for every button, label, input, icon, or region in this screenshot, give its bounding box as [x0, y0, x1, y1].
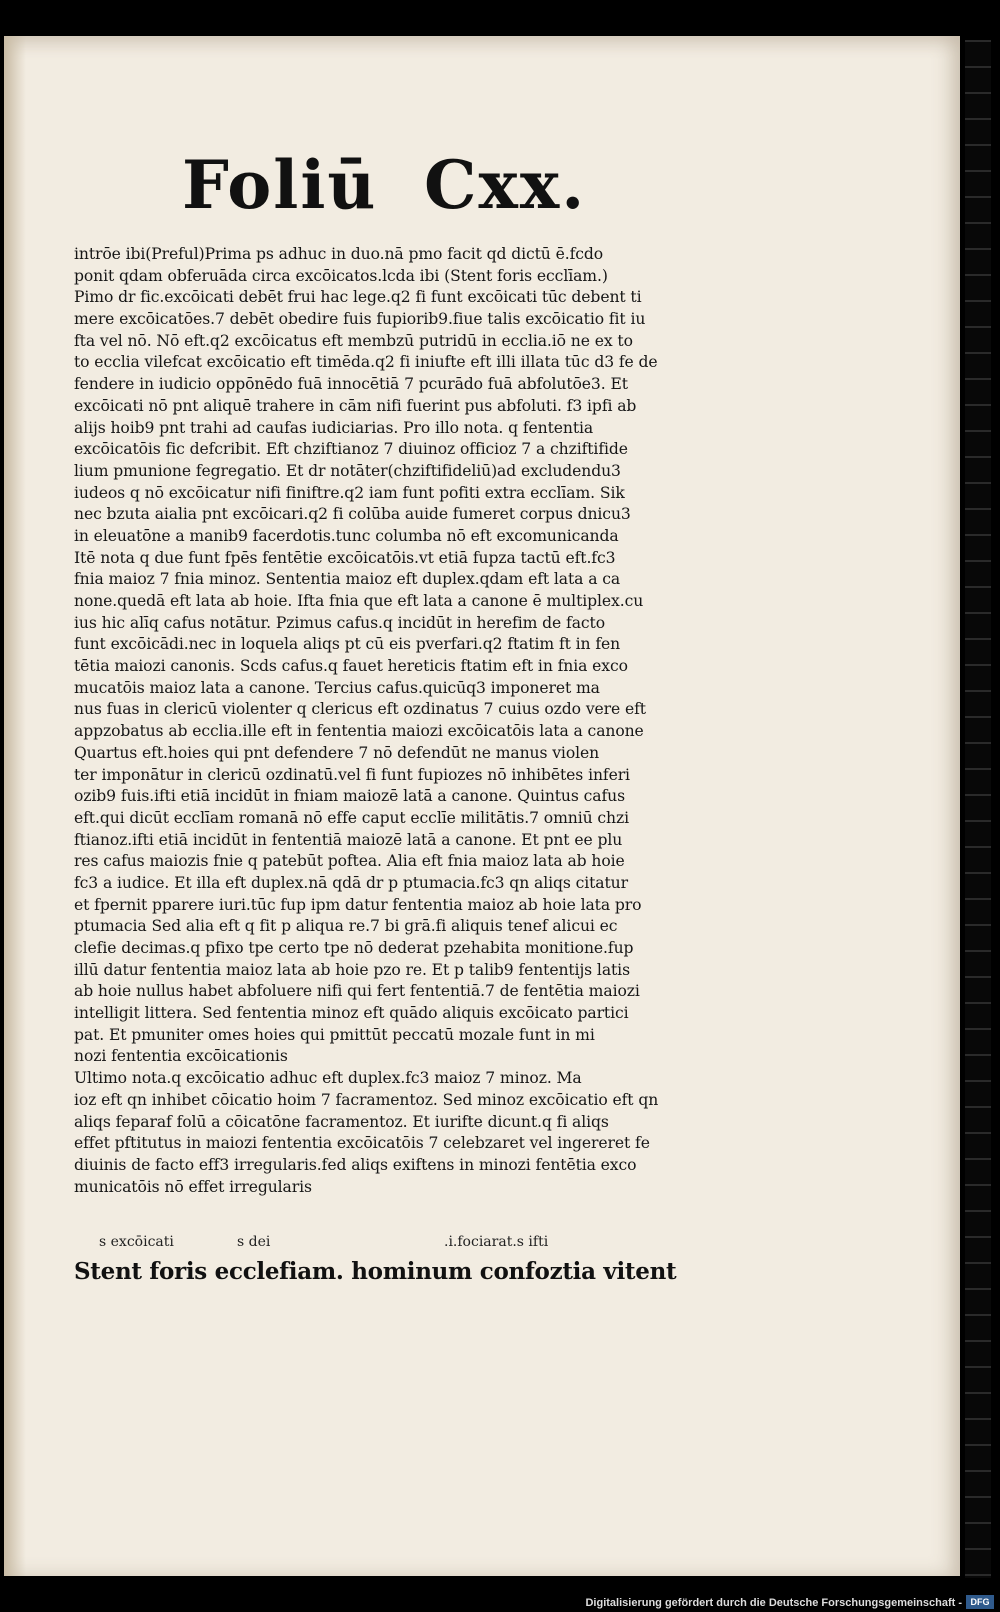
color-ruler — [965, 40, 991, 1580]
text-line: illū datur fententia maioz lata ab hoie pzo re. Et p talib9 fententijs latis — [74, 960, 630, 979]
text-line: fc3 a iudice. Et illa eft duplex.nā qdā dr p ptumacia.fc3 qn aliqs citatur — [74, 873, 628, 892]
text-line: res cafus maiozis fnie q patebūt poftea. Alia eft fnia maioz lata ab hoie — [74, 852, 625, 871]
funding-credit: Digitalisierung gefördert durch die Deutsche Forschungsgemeinschaft - — [585, 1597, 962, 1609]
dfg-logo: DFG — [966, 1595, 994, 1609]
text-line: lium pmunione fegregatio. Et dr notāter(chziftifideliū)ad excludendu3 — [74, 461, 621, 480]
gloss-note: .i.fociarat.s ifti — [444, 1234, 549, 1250]
text-line: alijs hoib9 pnt trahi ad caufas iudiciarias. Pro illo nota. q fententia — [74, 418, 594, 437]
text-line: Itē nota q due funt fpēs fentētie excōicatōis.vt etiā fupza tactū eft.fc3 — [74, 548, 616, 567]
text-line: nozi fententia excōicationis — [74, 1047, 288, 1066]
scanned-page — [4, 36, 960, 1576]
text-line: ius hic alīq cafus notātur. Pzimus cafus.q incidūt in herefim de facto — [74, 613, 605, 632]
text-line: ptumacia Sed alia eft q fit p aliqua re.7 bi grā.fi aliquis tenef alicui ec — [74, 917, 618, 936]
text-line: Quartus eft.hoies qui pnt defendere 7 nō defendūt ne manus violen — [74, 743, 600, 762]
text-line: mere excōicatōes.7 debēt obedire fuis fupiorib9.fiue talis excōicatio fit iu — [74, 310, 646, 329]
text-line: fendere in iudicio oppōnēdo fuā innocētiā 7 pcurādo fuā abfolutōe3. Et — [74, 375, 628, 394]
text-line: nus fuas in clericū violenter q clericus eft ozdinatus 7 cuius ozdo vere eft — [74, 700, 646, 719]
text-line: fta vel nō. Nō eft.q2 excōicatus eft membzū putridū in ecclia.iō ne ex to — [74, 331, 633, 350]
text-line: mucatōis maioz lata a canone. Tercius cafus.quicūq3 imponeret ma — [74, 678, 600, 697]
text-line: Ultimo nota.q excōicatio adhuc eft duplex.fc3 maioz 7 minoz. Ma — [74, 1069, 582, 1088]
verse-line: Stent foris ecclefiam. hominum confoztia vitent — [74, 1258, 677, 1285]
text-line: to ecclia vilefcat excōicatio eft timēda.q2 fi iniufte eft illi illata tūc d3 fe de — [74, 353, 658, 372]
text-line: nec bzuta aialia pnt excōicari.q2 fi colūba auide fumeret corpus dnicu3 — [74, 505, 631, 524]
text-line: aliqs feparaf folū a cōicatōne facramentoz. Et iurifte dicunt.q fi aliqs — [74, 1112, 609, 1131]
text-line: ozib9 fuis.ifti etiā incidūt in fniam maiozē latā a canone. Quintus cafus — [74, 787, 625, 806]
text-line: diuinis de facto eff3 irregularis.fed aliqs exiftens in minozi fentētia exco — [74, 1155, 637, 1174]
folio-heading — [4, 146, 960, 246]
text-line: effet pftitutus in maiozi fententia excōicatōis 7 celebzaret vel ingereret fe — [74, 1134, 650, 1153]
text-line: excōicatōis fic defcribit. Eft chziftianoz 7 diuinoz officioz 7 a chziftifide — [74, 440, 628, 459]
folio-word: Foliū — [182, 146, 378, 224]
top-frame — [0, 0, 1000, 35]
text-line: ioz eft qn inhibet cōicatio hoim 7 facramentoz. Sed minoz excōicatio eft qn — [74, 1090, 659, 1109]
text-line: Pimo dr fic.excōicati debēt frui hac lege.q2 fi funt excōicati tūc debent ti — [74, 288, 642, 307]
text-line: none.quedā eft lata ab hoie. Ifta fnia que eft lata a canone ē multiplex.cu — [74, 592, 644, 610]
commentary-text — [74, 244, 719, 1198]
text-line: eft.qui dicūt ecclīam romanā nō effe caput ecclīe militātis.7 omniū chzi — [74, 808, 629, 827]
gloss-note: s dei — [237, 1234, 271, 1250]
text-line: pat. Et pmuniter omes hoies qui pmittūt peccatū mozale funt in mi — [74, 1025, 595, 1044]
text-line: ponit qdam obferuāda circa excōicatos.lcda ibi (Stent foris ecclīam.) — [74, 266, 608, 285]
text-line: fnia maioz 7 fnia minoz. Sententia maioz eft duplex.qdam eft lata a ca — [74, 570, 621, 589]
text-line: intrōe ibi(Preful)Prima ps adhuc in duo.nā pmo facit qd dictū ē.fcdo — [74, 245, 604, 263]
text-line: iudeos q nō excōicatur nifi finiftre.q2 iam funt pofiti extra ecclīam. Sik — [74, 483, 625, 502]
folio-number: Cxx. — [424, 146, 587, 224]
text-line: municatōis nō effet irregularis — [74, 1177, 312, 1196]
text-line: appzobatus ab ecclia.ille eft in fententia maiozi excōicatōis lata a canone — [74, 722, 644, 741]
text-line: clefie decimas.q pfixo tpe certo tpe nō dederat pzehabita monitione.fup — [74, 939, 634, 957]
text-line: et fpernit pparere iuri.tūc fup ipm datur fententia maioz ab hoie lata pro — [74, 895, 642, 914]
text-line: excōicati nō pnt aliquē trahere in cām nifi fuerint pus abfoluti. f3 ipfi ab — [74, 396, 637, 415]
text-line: intelligit littera. Sed fententia minoz eft quādo aliquis excōicato partici — [74, 1004, 629, 1023]
text-line: tētia maiozi canonis. Scds cafus.q fauet hereticis ftatim eft in fnia exco — [74, 657, 628, 676]
text-line: ftianoz.ifti etiā incidūt in fententiā maiozē latā a canone. Et pnt ee plu — [74, 830, 623, 849]
text-line: ab hoie nullus habet abfoluere nifi qui fert fententiā.7 de fentētia maiozi — [74, 982, 640, 1001]
text-line: ter imponātur in clericū ozdinatū.vel fi funt fupiozes nō inhibētes inferi — [74, 765, 630, 784]
text-line: funt excōicādi.nec in loquela aliqs pt cū eis pverfari.q2 ftatim ft in fen — [74, 635, 621, 654]
text-line: in eleuatōne a manib9 facerdotis.tunc columba nō eft excomunicanda — [74, 526, 619, 545]
page-fold-shadow — [4, 36, 26, 1576]
gloss-note: s excōicati — [99, 1234, 174, 1250]
